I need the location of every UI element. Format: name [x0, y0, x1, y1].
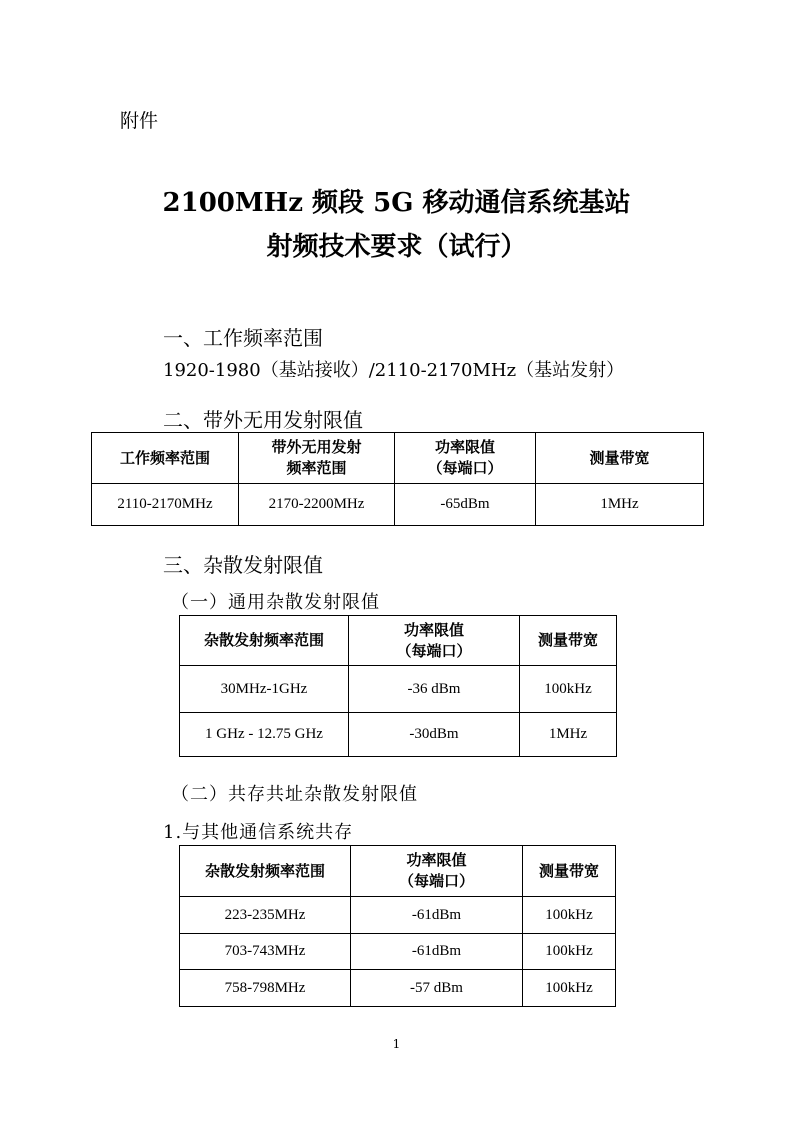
column-header: 功率限值 （每端口）: [349, 616, 520, 666]
section-3-heading: 三、杂散发射限值: [163, 553, 323, 577]
table-row: [180, 934, 616, 970]
column-header: 杂散发射频率范围: [180, 846, 351, 897]
out-of-band-emission-table: [91, 432, 704, 526]
subsection-1-heading: （一）通用杂散发射限值: [171, 592, 380, 613]
table-cell: 100kHz: [523, 970, 616, 1007]
table-cell: -30dBm: [349, 713, 520, 757]
table-cell: 1MHz: [536, 484, 704, 526]
page-number: 1: [392, 1037, 401, 1051]
table-header-row: [180, 846, 616, 897]
column-header: 杂散发射频率范围: [180, 616, 349, 666]
table-cell: 223-235MHz: [180, 897, 351, 934]
section-1-text: 1920-1980（基站接收）/2110-2170MHz（基站发射）: [163, 360, 625, 381]
general-spurious-emission-table: [179, 615, 617, 757]
section-1-heading: 一、工作频率范围: [163, 326, 323, 350]
table-cell: -61dBm: [351, 934, 523, 970]
table-row: [180, 713, 617, 757]
table-cell: 1 GHz - 12.75 GHz: [180, 713, 349, 757]
table-cell: -65dBm: [395, 484, 536, 526]
column-header: 测量带宽: [523, 846, 616, 897]
table-cell: -57 dBm: [351, 970, 523, 1007]
table-header-row: [92, 433, 704, 484]
table-cell: 100kHz: [523, 897, 616, 934]
table-cell: -61dBm: [351, 897, 523, 934]
table-row: [180, 666, 617, 713]
column-header: 测量带宽: [520, 616, 617, 666]
column-header: 功率限值 （每端口）: [395, 433, 536, 484]
table-cell: 100kHz: [523, 934, 616, 970]
coexistence-spurious-emission-table: [179, 845, 616, 1007]
column-header: 测量带宽: [536, 433, 704, 484]
table-row: [180, 897, 616, 934]
table-row: [180, 970, 616, 1007]
table-cell: 758-798MHz: [180, 970, 351, 1007]
table-cell: 2170-2200MHz: [239, 484, 395, 526]
item-1-heading: 1.与其他通信系统共存: [163, 822, 354, 843]
subsection-2-heading: （二）共存共址杂散发射限值: [171, 784, 418, 805]
column-header: 功率限值 （每端口）: [351, 846, 523, 897]
attachment-label: 附件: [120, 110, 159, 132]
table-cell: 703-743MHz: [180, 934, 351, 970]
table-row: [92, 484, 704, 526]
table-cell: 100kHz: [520, 666, 617, 713]
table-header-row: [180, 616, 617, 666]
document-title-line-2: 射频技术要求（试行）: [266, 232, 527, 262]
table-cell: 2110-2170MHz: [92, 484, 239, 526]
table-cell: -36 dBm: [349, 666, 520, 713]
document-title-line-1: 2100MHz 频段 5G 移动通信系统基站: [162, 188, 631, 218]
table-cell: 1MHz: [520, 713, 617, 757]
column-header: 工作频率范围: [92, 433, 239, 484]
table-cell: 30MHz-1GHz: [180, 666, 349, 713]
section-2-heading: 二、带外无用发射限值: [163, 408, 363, 432]
column-header: 带外无用发射 频率范围: [239, 433, 395, 484]
